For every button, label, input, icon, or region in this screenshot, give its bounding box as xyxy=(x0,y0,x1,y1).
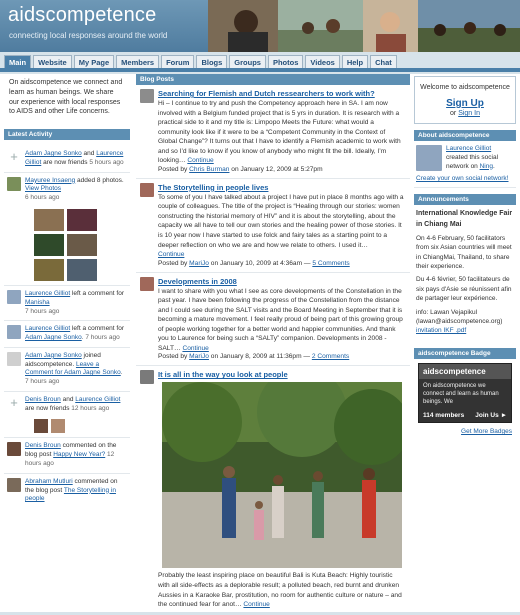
welcome-box: Welcome to aidscompetence Sign Up or Sign In xyxy=(414,76,516,124)
avatar[interactable] xyxy=(34,419,48,433)
tab-members[interactable]: Members xyxy=(116,55,159,70)
continue-link[interactable]: Continue xyxy=(158,251,185,259)
tab-website[interactable]: Website xyxy=(33,55,72,70)
avatar[interactable] xyxy=(140,370,154,384)
sign-up-link[interactable]: Sign Up xyxy=(446,98,484,110)
avatar[interactable] xyxy=(7,352,21,366)
member-link[interactable]: Laurence Gilliot xyxy=(75,395,121,403)
comments-link[interactable]: 2 Comments xyxy=(311,353,350,361)
announcement-title: International Knowledge Fair in Chiang Mai xyxy=(416,210,513,228)
avatar[interactable] xyxy=(7,290,21,304)
member-link[interactable]: Mayuree Insaeng xyxy=(25,176,76,184)
continue-link[interactable]: Continue xyxy=(243,601,270,609)
tab-my-page[interactable]: My Page xyxy=(74,55,114,70)
post-photo[interactable] xyxy=(162,382,402,568)
blog-post: The Storytelling in people lives To some of you I have talked about a project I have put in place 8 months ago with a couple of colleagues. The title of the project is “Healing through our stories: women constructing the historial memory of HIV” and it is about the storytelling, about the capacity we all have to tell our own stories and the healing power of those stories. It is 10 year now I have started to use folck and fairy tales as a starting point to a deeper reflection on who we are and how we relate to others. I used it… Continue Posted by MariJo on January 10, 2009 at 4:36am — 5 Comments xyxy=(136,179,410,273)
member-link[interactable]: Laurence Gilliot xyxy=(25,290,71,298)
latest-activity-heading: Latest Activity xyxy=(4,129,130,140)
welcome-text: Welcome to aidscompetence xyxy=(420,84,510,91)
badge-heading: aidscompetence Badge xyxy=(414,348,516,359)
member-link[interactable]: Denis Broun xyxy=(25,395,61,403)
continue-link[interactable]: Continue xyxy=(187,157,214,165)
page-body xyxy=(0,74,520,612)
blog-post: Searching for Flemish and Dutch ressearchers to work with? Hi – I continue to try and push the Competency approach here in SA. I am now involved with a Belgium funded project that is 5 yrs in duration. It is research with a practical side to it and my title is: Limpopo Meets the Future: what would a community look like if it were to be a “Competent Community in the Context of Global Change”? It turns out that I have to identify a Flemish academic to work with and so I’d like to know if you know of anybody who might fit the bill. Ideally, I’m looking… Continue Posted by Chris Burman on January 12, 2009 at 5:27pm xyxy=(136,85,410,179)
creator-link[interactable]: Laurence Gilliot xyxy=(446,145,492,153)
blog-post xyxy=(136,366,410,614)
photo-thumb[interactable] xyxy=(34,234,64,256)
member-link[interactable]: Denis Broun xyxy=(25,442,61,450)
site-intro: On aidscompetence we connect and learn as human beings. We share our experience with local responses to AIDS and other Life concerns. xyxy=(9,79,123,116)
comments-link[interactable]: 5 Comments xyxy=(312,259,350,267)
photo-thumb[interactable] xyxy=(34,209,64,231)
avatar[interactable] xyxy=(7,177,21,191)
badge-members: 114 members xyxy=(423,412,465,420)
site-subtitle: connecting local responses around the world xyxy=(9,31,168,40)
friends-icon: + xyxy=(10,395,18,411)
friend-avatars xyxy=(4,417,130,438)
post-excerpt: To some of you I have talked about a project I have put in place 8 months ago with a couple of colleagues. The title of the project is “Healing through our stories: women constructing the historial memory of HIV” and it is about the storytelling, about the capacity we all have to tell our own stories and the healing power of those stories. It is 10 year now I have started to use folck and fairy tales as a starting point to a deeper reflection on who we are and how we relate to others. I used it… xyxy=(158,193,404,249)
member-link[interactable]: Abraham Mutluri xyxy=(25,477,73,485)
avatar[interactable] xyxy=(416,145,442,171)
post-title-link[interactable]: The Storytelling in people lives xyxy=(158,182,269,192)
member-link[interactable]: Manisha xyxy=(25,298,50,306)
activity-item: + Adam Jagne Sonko and Laurence Gilliot are now friends 5 hours ago xyxy=(4,140,130,173)
badge-text: On aidscompetence we connect and learn as human beings. We xyxy=(423,382,499,406)
badge-join-button[interactable]: Join Us ► xyxy=(475,412,507,420)
nav-underline xyxy=(0,68,520,72)
sign-in-link[interactable]: Sign In xyxy=(458,110,480,118)
post-excerpt: Probably the least inspiring place on beautiful Bali is Kuta Beach: Highly touristic with all side-effects as a deplorable result; a polluted beach, red burnt and drunken Aussies in a Karaoke Bar, prostitution, no room for authentic culture or nature – and the continued fear for anot… xyxy=(158,572,402,609)
header-photo-collage xyxy=(208,0,520,52)
tab-photos[interactable]: Photos xyxy=(268,55,303,70)
photo-thumb[interactable] xyxy=(67,209,97,231)
arrow-icon: ► xyxy=(500,412,507,420)
leave-comment-link[interactable]: Leave a Comment for Adam Jagne Sonko xyxy=(25,360,121,377)
post-excerpt: I want to share with you what I see as core developments of the Constellation in the past year. I have been following the progress of the Constellation from the distance and I could see during the SALT visits and the Board Meeting in September that it is becoming a mature movement. I feel really proud of being part of this growing group of people working together for a better world and happier communities. And thank you to Laurence for being such a “SALTy” companion. Developments in 2008 - SALT… xyxy=(158,287,403,352)
avatar[interactable] xyxy=(51,419,65,433)
more-badges-link[interactable]: Get More Badges xyxy=(461,428,512,436)
member-link[interactable]: Laurence Gilliot xyxy=(25,150,124,166)
member-link[interactable]: Adam Jagne Sonko xyxy=(25,150,82,158)
member-link[interactable]: Laurence Gilliot xyxy=(25,325,71,333)
avatar[interactable] xyxy=(7,478,21,492)
activity-item: Abraham Mutluri commented on the blog post The Storytelling in people xyxy=(4,474,130,508)
photo-thumb[interactable] xyxy=(67,234,97,256)
member-link[interactable]: Adam Jagne Sonko xyxy=(25,351,82,359)
tab-videos[interactable]: Videos xyxy=(305,55,339,70)
announcement: International Knowledge Fair in Chiang Mai On 4-6 February, 50 facilitators from six Asian countries will meet in ChiangMai, Thailand, to share their experience. Du 4-6 février, 50 facilitateurs de six pays d'Asie se réunissent afin de partager leur expérience. info: Lawan Vejapikul (lawan@aidscompetence.org) invitation IKF .pdf xyxy=(416,210,513,335)
avatar[interactable] xyxy=(140,277,154,291)
photo-thumb[interactable] xyxy=(67,259,97,281)
activity-item: Mayuree Insaeng added 8 photos. View Photos 6 hours ago xyxy=(4,173,130,207)
avatar[interactable] xyxy=(7,325,21,339)
left-column xyxy=(4,74,130,508)
avatar[interactable] xyxy=(7,442,21,456)
site-header xyxy=(0,0,520,52)
view-photos-link[interactable]: View Photos xyxy=(25,185,62,193)
about-heading: About aidscompetence xyxy=(414,130,516,141)
site-badge[interactable] xyxy=(418,363,512,423)
activity-item: + Denis Broun and Laurence Gilliot are now friends 12 hours ago xyxy=(4,392,130,418)
activity-item: Denis Broun commented on the blog post Happy New Year? 12 hours ago xyxy=(4,438,130,473)
announcements-heading: Announcements xyxy=(414,194,516,205)
tab-help[interactable]: Help xyxy=(342,55,368,70)
tab-chat[interactable]: Chat xyxy=(370,55,397,70)
member-link[interactable]: Adam Jagne Sonko xyxy=(25,334,82,342)
activity-item: Laurence Gilliot left a comment for Adam Jagne Sonko. 7 hours ago xyxy=(4,321,130,348)
avatar[interactable] xyxy=(140,89,154,103)
tab-groups[interactable]: Groups xyxy=(229,55,266,70)
invitation-pdf-link[interactable]: invitation IKF .pdf xyxy=(416,327,467,335)
author-link[interactable]: MariJo xyxy=(189,259,209,267)
blog-post: Developments in 2008 I want to share with you what I see as core developments of the Constellation in the past year. I have been following the progress of the Constellation from the distance and I could see during the SALT visits and the Board Meeting in September that it is becoming a mature movement. I feel really proud of being part of this growing group of people working together for a better world and happier communities. And thank you to Laurence for being such a “SALTy” companion. Developments in 2008 - SALT… Continue Posted by MariJo on January 8, 2009 at 11:36pm — 2 Comments xyxy=(136,273,410,367)
blog-post-link[interactable]: The Storytelling in people xyxy=(25,486,116,503)
post-title-link[interactable]: It is all in the way you look at people xyxy=(158,370,288,380)
site-title[interactable]: aidscompetence xyxy=(8,4,157,26)
continue-link[interactable]: Continue xyxy=(182,344,209,352)
post-title-link[interactable]: Developments in 2008 xyxy=(158,276,237,286)
about-box: Laurence Gilliot created this social network on Ning. xyxy=(414,141,516,175)
blog-post-link[interactable]: Happy New Year? xyxy=(53,451,106,459)
right-column xyxy=(414,74,516,440)
activity-item: Laurence Gilliot left a comment for Manisha 7 hours ago xyxy=(4,286,130,321)
blog-posts-heading: Blog Posts xyxy=(136,74,410,85)
friends-icon: + xyxy=(10,149,18,165)
photo-thumbnails xyxy=(4,207,130,286)
badge-title: aidscompetence xyxy=(419,364,511,379)
activity-item: Adam Jagne Sonko joined aidscompetence. Leave a Comment for Adam Jagne Sonko. 7 hours ago xyxy=(4,348,130,392)
ning-link[interactable]: Ning xyxy=(479,162,493,170)
author-link[interactable]: MariJo xyxy=(189,353,209,361)
tab-blogs[interactable]: Blogs xyxy=(196,55,227,70)
blog-posts-column xyxy=(136,74,410,615)
post-title-link[interactable]: Searching for Flemish and Dutch ressearchers to work with? xyxy=(158,89,375,98)
photo-thumb[interactable] xyxy=(34,259,64,281)
post-excerpt: Hi – I continue to try and push the Competency approach here in SA. I am now involved with a Belgium funded project that is 5 yrs in duration. It is research with a practical side to it and my title is: Limpopo Meets the Future: what would a community look like if it were to be a “Competent Community in the Context of Global Change”? It turns out that I have to identify a Flemish academic to work with and so I’d like to know if you know of anybody who might fit the bill. Ideally, I’m looking… xyxy=(158,100,401,165)
author-link[interactable]: Chris Burman xyxy=(189,165,230,173)
tab-forum[interactable]: Forum xyxy=(161,55,194,70)
create-network-link[interactable]: Create your own social network! xyxy=(414,175,516,188)
tab-main[interactable]: Main xyxy=(4,55,31,70)
avatar[interactable] xyxy=(140,183,154,197)
